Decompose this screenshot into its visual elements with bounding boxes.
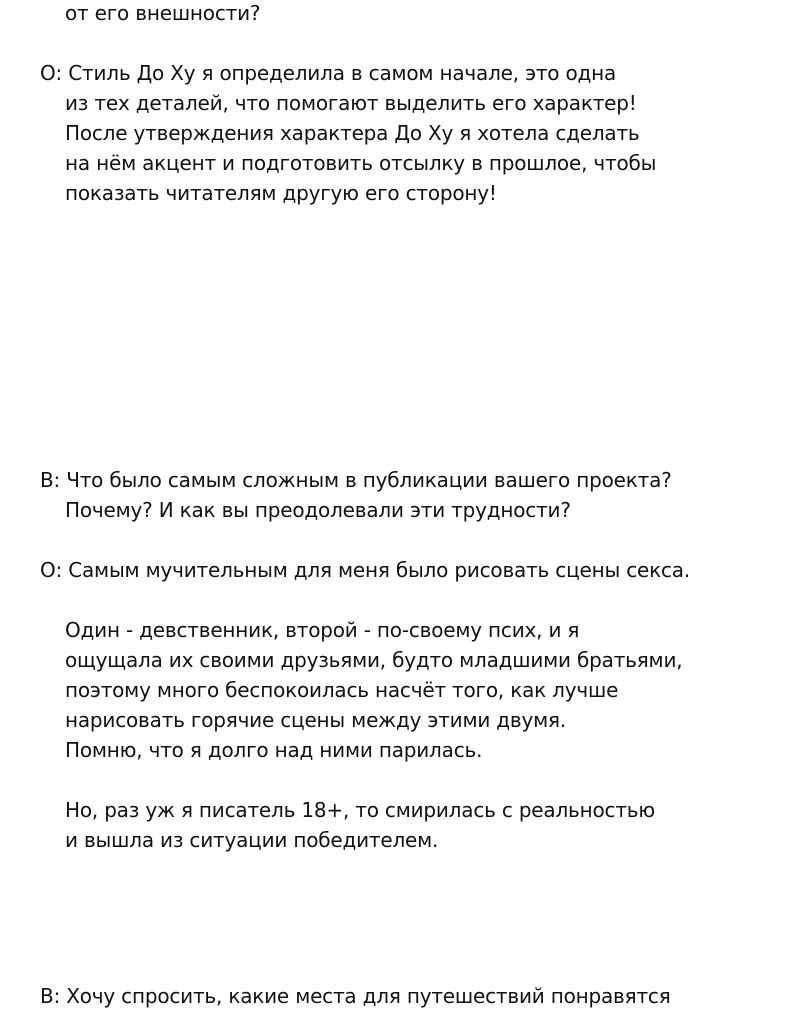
answer-line: из тех деталей, что помогают выделить его характер! (65, 91, 637, 115)
answer-line: ощущала их своими друзьями, будто младшими братьями, (65, 648, 683, 672)
previous-question-tail: от его внешности? (65, 1, 261, 25)
answer-line: на нём акцент и подготовить отсылку в прошлое, чтобы (65, 151, 657, 175)
answer-line: О: Стиль До Ху я определила в самом начале, это одна (40, 61, 617, 85)
answer-line: поэтому много беспокоилась насчёт того, как лучше (65, 678, 619, 702)
answer-line: показать читателям другую его сторону! (65, 181, 497, 205)
answer-line: Помню, что я долго над ними парилась. (65, 738, 483, 762)
question-line: В: Хочу спросить, какие места для путешествий понравятся (40, 984, 671, 1008)
answer-line: После утверждения характера До Ху я хотела сделать (65, 121, 640, 145)
answer-line: и вышла из ситуации победителем. (65, 828, 439, 852)
answer-line: нарисовать горячие сцены между этими двумя. (65, 708, 567, 732)
question-line: В: Что было самым сложным в публикации вашего проекта? (40, 468, 672, 492)
answer-line: Один - девственник, второй - по-своему псих, и я (65, 618, 580, 642)
question-line: Почему? И как вы преодолевали эти трудности? (65, 498, 571, 522)
answer-line: Но, раз уж я писатель 18+, то смирилась с реальностью (65, 798, 656, 822)
answer-line: О: Самым мучительным для меня было рисовать сцены секса. (40, 558, 691, 582)
